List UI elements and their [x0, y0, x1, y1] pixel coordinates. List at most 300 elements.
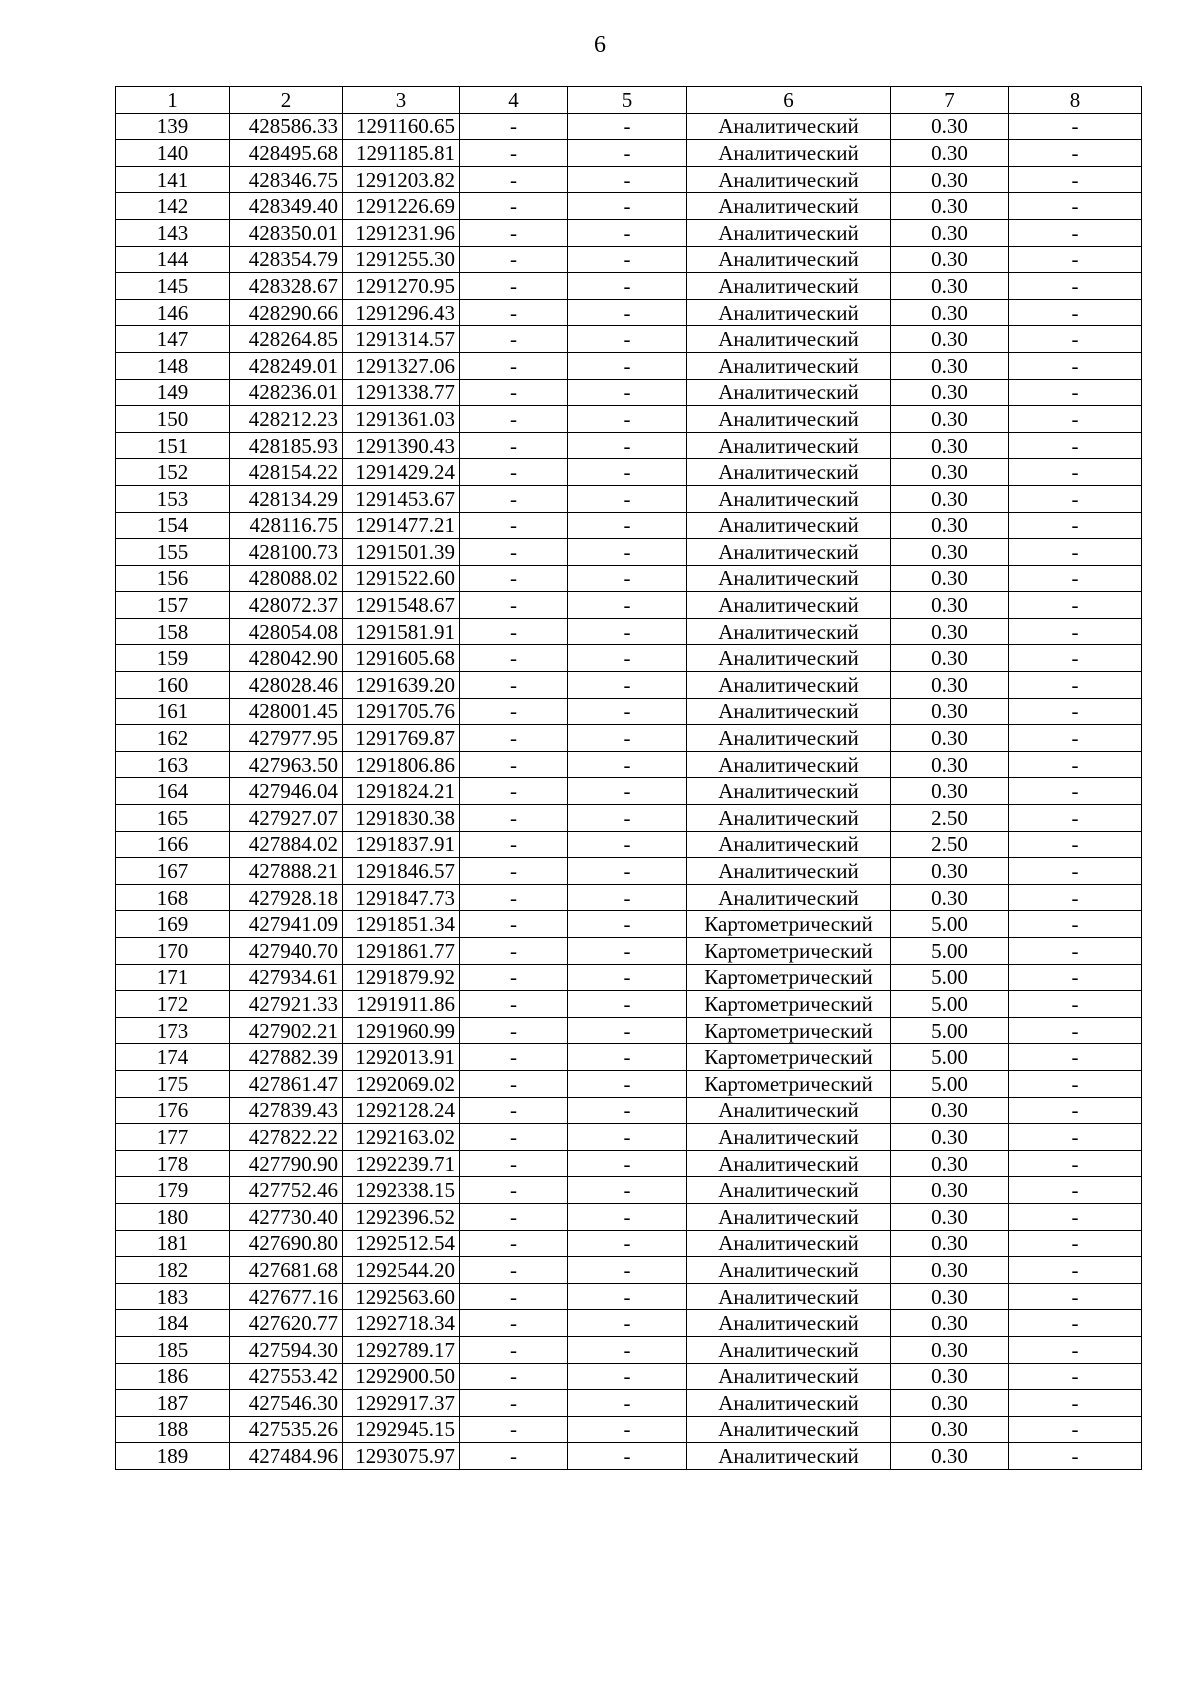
point-number-cell: 161: [116, 698, 230, 725]
table-row: [116, 991, 1142, 1018]
column-5-cell: -: [568, 964, 687, 991]
point-number-cell: 173: [116, 1017, 230, 1044]
method-cell: Аналитический: [687, 299, 891, 326]
table-row: [116, 459, 1142, 486]
x-coordinate-cell: 428350.01: [230, 219, 343, 246]
column-4-cell: -: [460, 432, 568, 459]
point-number-cell: 155: [116, 539, 230, 566]
column-5-cell: -: [568, 1097, 687, 1124]
y-coordinate-cell: 1291390.43: [343, 432, 460, 459]
method-cell: Аналитический: [687, 565, 891, 592]
table-row: [116, 1257, 1142, 1284]
column-5-cell: -: [568, 1443, 687, 1470]
column-5-cell: -: [568, 672, 687, 699]
y-coordinate-cell: 1291453.67: [343, 485, 460, 512]
column-5-cell: -: [568, 1336, 687, 1363]
column-8-cell: -: [1009, 1363, 1142, 1390]
y-coordinate-cell: 1291226.69: [343, 193, 460, 220]
column-8-cell: -: [1009, 352, 1142, 379]
table-row: [116, 1443, 1142, 1470]
accuracy-cell: 2.50: [891, 805, 1009, 832]
point-number-cell: 167: [116, 858, 230, 885]
column-8-cell: -: [1009, 166, 1142, 193]
column-4-cell: -: [460, 1257, 568, 1284]
table-row: [116, 1124, 1142, 1151]
column-4-cell: -: [460, 379, 568, 406]
table-row: [116, 512, 1142, 539]
column-4-cell: -: [460, 911, 568, 938]
column-4-cell: -: [460, 246, 568, 273]
column-4-cell: -: [460, 326, 568, 353]
x-coordinate-cell: 427934.61: [230, 964, 343, 991]
y-coordinate-cell: 1292069.02: [343, 1070, 460, 1097]
column-4-cell: -: [460, 140, 568, 167]
point-number-cell: 169: [116, 911, 230, 938]
table-row: [116, 1283, 1142, 1310]
accuracy-cell: 0.30: [891, 1310, 1009, 1337]
point-number-cell: 166: [116, 831, 230, 858]
point-number-cell: 183: [116, 1283, 230, 1310]
point-number-cell: 172: [116, 991, 230, 1018]
table-row: [116, 1017, 1142, 1044]
table-body: [116, 87, 1142, 1470]
column-4-cell: -: [460, 751, 568, 778]
column-4-cell: -: [460, 1390, 568, 1417]
y-coordinate-cell: 1291806.86: [343, 751, 460, 778]
table-row: [116, 1336, 1142, 1363]
y-coordinate-cell: 1291185.81: [343, 140, 460, 167]
point-number-cell: 181: [116, 1230, 230, 1257]
table-row: [116, 1070, 1142, 1097]
column-8-cell: -: [1009, 1044, 1142, 1071]
point-number-cell: 170: [116, 938, 230, 965]
column-8-cell: -: [1009, 725, 1142, 752]
x-coordinate-cell: 427690.80: [230, 1230, 343, 1257]
x-coordinate-cell: 428154.22: [230, 459, 343, 486]
point-number-cell: 153: [116, 485, 230, 512]
accuracy-cell: 0.30: [891, 884, 1009, 911]
accuracy-cell: 0.30: [891, 1416, 1009, 1443]
x-coordinate-cell: 428088.02: [230, 565, 343, 592]
column-header: 5: [568, 87, 687, 114]
column-5-cell: -: [568, 1230, 687, 1257]
column-8-cell: -: [1009, 1124, 1142, 1151]
x-coordinate-cell: 428236.01: [230, 379, 343, 406]
method-cell: Аналитический: [687, 645, 891, 672]
column-5-cell: -: [568, 1203, 687, 1230]
point-number-cell: 148: [116, 352, 230, 379]
column-4-cell: -: [460, 512, 568, 539]
accuracy-cell: 0.30: [891, 299, 1009, 326]
column-5-cell: -: [568, 140, 687, 167]
column-4-cell: -: [460, 1230, 568, 1257]
column-4-cell: -: [460, 459, 568, 486]
column-5-cell: -: [568, 273, 687, 300]
x-coordinate-cell: 427963.50: [230, 751, 343, 778]
x-coordinate-cell: 428134.29: [230, 485, 343, 512]
y-coordinate-cell: 1291160.65: [343, 113, 460, 140]
column-5-cell: -: [568, 1070, 687, 1097]
column-4-cell: -: [460, 725, 568, 752]
column-5-cell: -: [568, 1017, 687, 1044]
y-coordinate-cell: 1292013.91: [343, 1044, 460, 1071]
accuracy-cell: 0.30: [891, 1363, 1009, 1390]
column-header: 2: [230, 87, 343, 114]
point-number-cell: 178: [116, 1150, 230, 1177]
column-8-cell: -: [1009, 219, 1142, 246]
method-cell: Аналитический: [687, 379, 891, 406]
column-5-cell: -: [568, 485, 687, 512]
column-4-cell: -: [460, 1336, 568, 1363]
point-number-cell: 177: [116, 1124, 230, 1151]
table-row: [116, 751, 1142, 778]
point-number-cell: 165: [116, 805, 230, 832]
column-8-cell: -: [1009, 645, 1142, 672]
y-coordinate-cell: 1291548.67: [343, 592, 460, 619]
method-cell: Аналитический: [687, 1150, 891, 1177]
column-8-cell: -: [1009, 299, 1142, 326]
column-5-cell: -: [568, 884, 687, 911]
accuracy-cell: 5.00: [891, 1044, 1009, 1071]
table-row: [116, 884, 1142, 911]
accuracy-cell: 0.30: [891, 485, 1009, 512]
table-row: [116, 1310, 1142, 1337]
column-8-cell: -: [1009, 1390, 1142, 1417]
method-cell: Картометрический: [687, 964, 891, 991]
y-coordinate-cell: 1291338.77: [343, 379, 460, 406]
point-number-cell: 145: [116, 273, 230, 300]
column-5-cell: -: [568, 1310, 687, 1337]
point-number-cell: 176: [116, 1097, 230, 1124]
accuracy-cell: 5.00: [891, 964, 1009, 991]
column-5-cell: -: [568, 539, 687, 566]
accuracy-cell: 2.50: [891, 831, 1009, 858]
column-5-cell: -: [568, 406, 687, 433]
x-coordinate-cell: 427546.30: [230, 1390, 343, 1417]
column-8-cell: -: [1009, 1416, 1142, 1443]
y-coordinate-cell: 1291851.34: [343, 911, 460, 938]
x-coordinate-cell: 427977.95: [230, 725, 343, 752]
column-4-cell: -: [460, 1203, 568, 1230]
column-5-cell: -: [568, 1124, 687, 1151]
point-number-cell: 142: [116, 193, 230, 220]
method-cell: Аналитический: [687, 140, 891, 167]
column-4-cell: -: [460, 645, 568, 672]
method-cell: Аналитический: [687, 1416, 891, 1443]
point-number-cell: 187: [116, 1390, 230, 1417]
y-coordinate-cell: 1292512.54: [343, 1230, 460, 1257]
x-coordinate-cell: 427946.04: [230, 778, 343, 805]
y-coordinate-cell: 1292544.20: [343, 1257, 460, 1284]
accuracy-cell: 0.30: [891, 193, 1009, 220]
column-header: 1: [116, 87, 230, 114]
column-8-cell: -: [1009, 698, 1142, 725]
y-coordinate-cell: 1291581.91: [343, 618, 460, 645]
y-coordinate-cell: 1291705.76: [343, 698, 460, 725]
point-number-cell: 152: [116, 459, 230, 486]
accuracy-cell: 0.30: [891, 592, 1009, 619]
x-coordinate-cell: 428001.45: [230, 698, 343, 725]
column-4-cell: -: [460, 1177, 568, 1204]
column-8-cell: -: [1009, 1150, 1142, 1177]
point-number-cell: 150: [116, 406, 230, 433]
column-5-cell: -: [568, 219, 687, 246]
column-5-cell: -: [568, 432, 687, 459]
method-cell: Аналитический: [687, 1124, 891, 1151]
point-number-cell: 159: [116, 645, 230, 672]
column-8-cell: -: [1009, 326, 1142, 353]
method-cell: Аналитический: [687, 406, 891, 433]
column-8-cell: -: [1009, 672, 1142, 699]
column-8-cell: -: [1009, 938, 1142, 965]
method-cell: Аналитический: [687, 166, 891, 193]
x-coordinate-cell: 428212.23: [230, 406, 343, 433]
accuracy-cell: 0.30: [891, 406, 1009, 433]
column-8-cell: -: [1009, 379, 1142, 406]
method-cell: Картометрический: [687, 911, 891, 938]
column-5-cell: -: [568, 698, 687, 725]
table-row: [116, 1230, 1142, 1257]
table-row: [116, 858, 1142, 885]
table-row: [116, 432, 1142, 459]
column-8-cell: -: [1009, 1230, 1142, 1257]
y-coordinate-cell: 1291327.06: [343, 352, 460, 379]
accuracy-cell: 0.30: [891, 140, 1009, 167]
method-cell: Картометрический: [687, 1017, 891, 1044]
column-5-cell: -: [568, 858, 687, 885]
table-row: [116, 273, 1142, 300]
accuracy-cell: 0.30: [891, 432, 1009, 459]
x-coordinate-cell: 427484.96: [230, 1443, 343, 1470]
method-cell: Аналитический: [687, 246, 891, 273]
point-number-cell: 175: [116, 1070, 230, 1097]
column-8-cell: -: [1009, 1177, 1142, 1204]
method-cell: Аналитический: [687, 485, 891, 512]
column-4-cell: -: [460, 1310, 568, 1337]
column-4-cell: -: [460, 592, 568, 619]
method-cell: Картометрический: [687, 938, 891, 965]
method-cell: Аналитический: [687, 884, 891, 911]
accuracy-cell: 0.30: [891, 672, 1009, 699]
method-cell: Аналитический: [687, 539, 891, 566]
column-5-cell: -: [568, 831, 687, 858]
column-4-cell: -: [460, 219, 568, 246]
accuracy-cell: 0.30: [891, 1283, 1009, 1310]
y-coordinate-cell: 1292917.37: [343, 1390, 460, 1417]
x-coordinate-cell: 427730.40: [230, 1203, 343, 1230]
method-cell: Картометрический: [687, 991, 891, 1018]
column-5-cell: -: [568, 725, 687, 752]
table-row: [116, 166, 1142, 193]
column-4-cell: -: [460, 778, 568, 805]
column-5-cell: -: [568, 352, 687, 379]
method-cell: Аналитический: [687, 219, 891, 246]
table-row: [116, 964, 1142, 991]
column-5-cell: -: [568, 751, 687, 778]
table-row: [116, 645, 1142, 672]
table-row: [116, 326, 1142, 353]
x-coordinate-cell: 428354.79: [230, 246, 343, 273]
column-4-cell: -: [460, 1124, 568, 1151]
y-coordinate-cell: 1291846.57: [343, 858, 460, 885]
y-coordinate-cell: 1292396.52: [343, 1203, 460, 1230]
x-coordinate-cell: 427677.16: [230, 1283, 343, 1310]
table-row: [116, 672, 1142, 699]
column-4-cell: -: [460, 193, 568, 220]
column-5-cell: -: [568, 326, 687, 353]
column-5-cell: -: [568, 1177, 687, 1204]
accuracy-cell: 0.30: [891, 166, 1009, 193]
column-4-cell: -: [460, 858, 568, 885]
x-coordinate-cell: 428028.46: [230, 672, 343, 699]
accuracy-cell: 0.30: [891, 1177, 1009, 1204]
method-cell: Аналитический: [687, 1203, 891, 1230]
table-row: [116, 406, 1142, 433]
column-4-cell: -: [460, 485, 568, 512]
y-coordinate-cell: 1291824.21: [343, 778, 460, 805]
table-header-row: [116, 87, 1142, 114]
column-5-cell: -: [568, 459, 687, 486]
point-number-cell: 156: [116, 565, 230, 592]
column-8-cell: -: [1009, 246, 1142, 273]
method-cell: Аналитический: [687, 751, 891, 778]
x-coordinate-cell: 428290.66: [230, 299, 343, 326]
column-5-cell: -: [568, 1416, 687, 1443]
y-coordinate-cell: 1291879.92: [343, 964, 460, 991]
method-cell: Аналитический: [687, 831, 891, 858]
x-coordinate-cell: 428264.85: [230, 326, 343, 353]
y-coordinate-cell: 1291314.57: [343, 326, 460, 353]
column-5-cell: -: [568, 1044, 687, 1071]
column-5-cell: -: [568, 618, 687, 645]
accuracy-cell: 0.30: [891, 1443, 1009, 1470]
table-row: [116, 539, 1142, 566]
y-coordinate-cell: 1291522.60: [343, 565, 460, 592]
method-cell: Аналитический: [687, 858, 891, 885]
y-coordinate-cell: 1291837.91: [343, 831, 460, 858]
column-8-cell: -: [1009, 1017, 1142, 1044]
table-row: [116, 805, 1142, 832]
column-8-cell: -: [1009, 1283, 1142, 1310]
accuracy-cell: 0.30: [891, 1097, 1009, 1124]
method-cell: Аналитический: [687, 113, 891, 140]
column-8-cell: -: [1009, 805, 1142, 832]
table-row: [116, 1363, 1142, 1390]
table-row: [116, 911, 1142, 938]
x-coordinate-cell: 427620.77: [230, 1310, 343, 1337]
accuracy-cell: 0.30: [891, 1257, 1009, 1284]
column-5-cell: -: [568, 778, 687, 805]
column-4-cell: -: [460, 1150, 568, 1177]
method-cell: Аналитический: [687, 1390, 891, 1417]
accuracy-cell: 0.30: [891, 326, 1009, 353]
accuracy-cell: 0.30: [891, 698, 1009, 725]
y-coordinate-cell: 1291639.20: [343, 672, 460, 699]
table-row: [116, 618, 1142, 645]
column-4-cell: -: [460, 991, 568, 1018]
column-4-cell: -: [460, 1070, 568, 1097]
x-coordinate-cell: 427553.42: [230, 1363, 343, 1390]
x-coordinate-cell: 428042.90: [230, 645, 343, 672]
x-coordinate-cell: 428349.40: [230, 193, 343, 220]
y-coordinate-cell: 1292789.17: [343, 1336, 460, 1363]
column-5-cell: -: [568, 991, 687, 1018]
accuracy-cell: 0.30: [891, 512, 1009, 539]
table-row: [116, 219, 1142, 246]
column-5-cell: -: [568, 193, 687, 220]
x-coordinate-cell: 427681.68: [230, 1257, 343, 1284]
point-number-cell: 185: [116, 1336, 230, 1363]
column-4-cell: -: [460, 1283, 568, 1310]
column-8-cell: -: [1009, 1203, 1142, 1230]
table-row: [116, 938, 1142, 965]
accuracy-cell: 0.30: [891, 379, 1009, 406]
accuracy-cell: 5.00: [891, 991, 1009, 1018]
table-row: [116, 1177, 1142, 1204]
point-number-cell: 158: [116, 618, 230, 645]
y-coordinate-cell: 1291960.99: [343, 1017, 460, 1044]
x-coordinate-cell: 427941.09: [230, 911, 343, 938]
method-cell: Аналитический: [687, 1336, 891, 1363]
accuracy-cell: 0.30: [891, 1150, 1009, 1177]
column-5-cell: -: [568, 1283, 687, 1310]
x-coordinate-cell: 427790.90: [230, 1150, 343, 1177]
method-cell: Аналитический: [687, 1230, 891, 1257]
point-number-cell: 179: [116, 1177, 230, 1204]
column-8-cell: -: [1009, 884, 1142, 911]
method-cell: Картометрический: [687, 1044, 891, 1071]
point-number-cell: 147: [116, 326, 230, 353]
point-number-cell: 144: [116, 246, 230, 273]
table-row: [116, 1150, 1142, 1177]
column-5-cell: -: [568, 938, 687, 965]
point-number-cell: 189: [116, 1443, 230, 1470]
column-4-cell: -: [460, 1044, 568, 1071]
x-coordinate-cell: 427921.33: [230, 991, 343, 1018]
column-8-cell: -: [1009, 113, 1142, 140]
table-row: [116, 193, 1142, 220]
y-coordinate-cell: 1292945.15: [343, 1416, 460, 1443]
column-4-cell: -: [460, 539, 568, 566]
y-coordinate-cell: 1293075.97: [343, 1443, 460, 1470]
method-cell: Аналитический: [687, 1257, 891, 1284]
x-coordinate-cell: 427888.21: [230, 858, 343, 885]
y-coordinate-cell: 1292718.34: [343, 1310, 460, 1337]
column-4-cell: -: [460, 618, 568, 645]
method-cell: Аналитический: [687, 592, 891, 619]
accuracy-cell: 0.30: [891, 219, 1009, 246]
column-5-cell: -: [568, 1390, 687, 1417]
accuracy-cell: 0.30: [891, 113, 1009, 140]
y-coordinate-cell: 1291361.03: [343, 406, 460, 433]
column-4-cell: -: [460, 406, 568, 433]
column-header: 4: [460, 87, 568, 114]
x-coordinate-cell: 427902.21: [230, 1017, 343, 1044]
column-8-cell: -: [1009, 1310, 1142, 1337]
method-cell: Аналитический: [687, 698, 891, 725]
point-number-cell: 143: [116, 219, 230, 246]
column-4-cell: -: [460, 1097, 568, 1124]
method-cell: Картометрический: [687, 1070, 891, 1097]
accuracy-cell: 0.30: [891, 565, 1009, 592]
x-coordinate-cell: 427535.26: [230, 1416, 343, 1443]
method-cell: Аналитический: [687, 1177, 891, 1204]
column-4-cell: -: [460, 166, 568, 193]
method-cell: Аналитический: [687, 1283, 891, 1310]
y-coordinate-cell: 1292239.71: [343, 1150, 460, 1177]
table-row: [116, 1390, 1142, 1417]
column-8-cell: -: [1009, 618, 1142, 645]
